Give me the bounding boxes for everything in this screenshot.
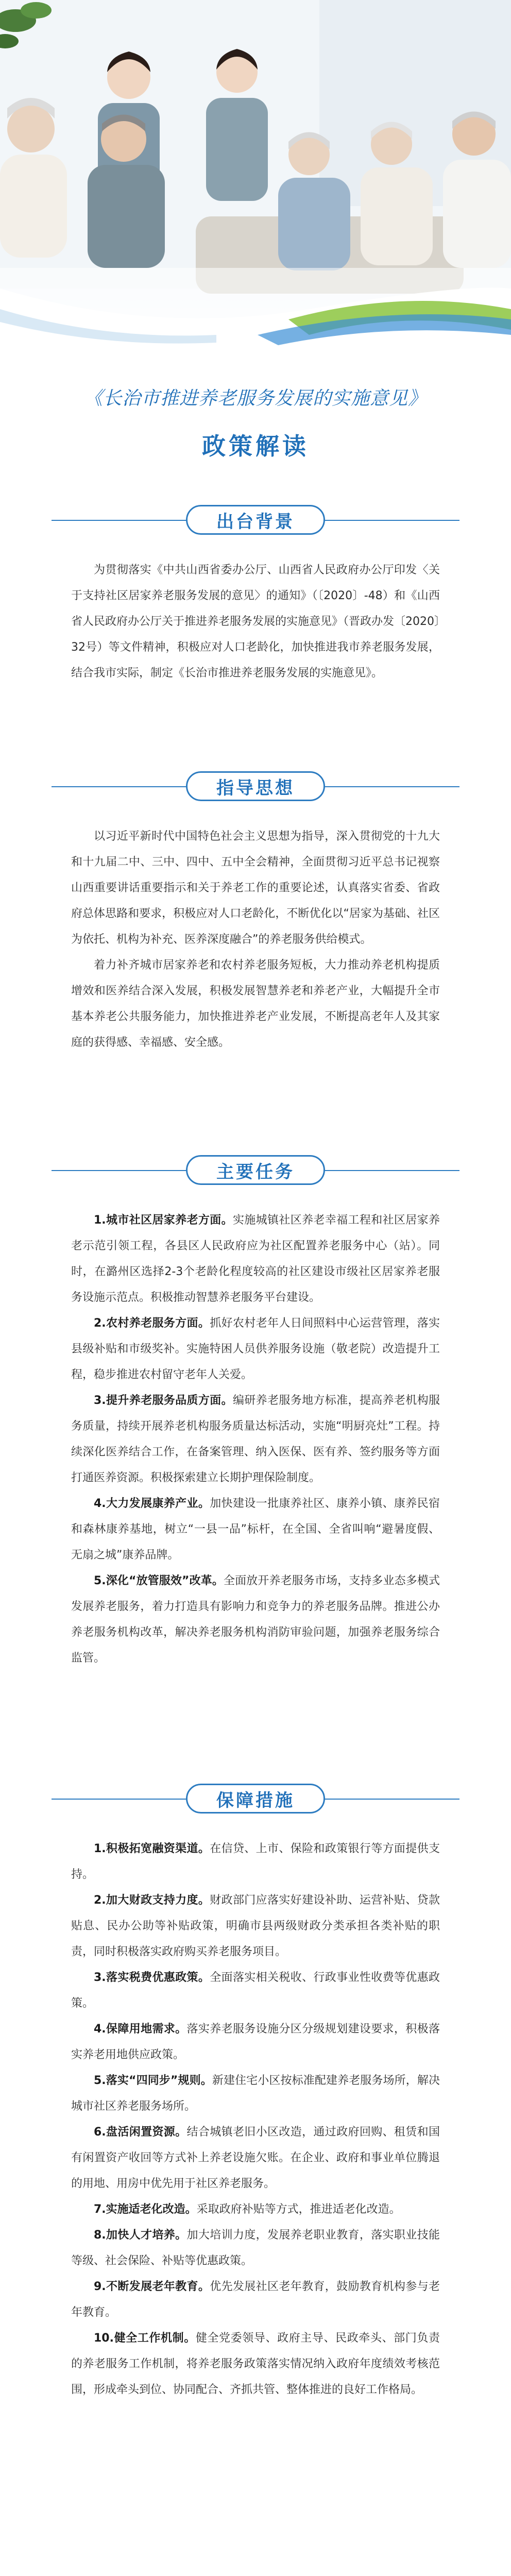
item-text: 财政部门应落实好建设补助、运营补贴、贷款贴息、民办公助等补贴政策，明确市县两级财政分类承担各类补贴的职责，同时积极落实政府购买养老服务项目。 xyxy=(71,1894,440,1958)
list-item xyxy=(71,1491,440,1568)
list-item xyxy=(71,2068,440,2120)
list-item xyxy=(71,1836,440,1888)
section-body xyxy=(71,557,440,686)
page-title: 政策解读 xyxy=(202,432,309,460)
elderly-care-illustration xyxy=(0,0,511,361)
section-background xyxy=(0,504,511,686)
item-text: 在信贷、上市、保险和政策银行等方面提供支持。 xyxy=(71,1842,440,1881)
item-lead: 1.积极拓宽融资渠道。 xyxy=(94,1842,210,1855)
section-header xyxy=(0,770,511,803)
list-item xyxy=(71,2016,440,2068)
list-item xyxy=(71,2120,440,2197)
item-lead: 2.加大财政支持力度。 xyxy=(94,1894,210,1907)
list-item xyxy=(71,1208,440,1311)
item-lead: 4.大力发展康养产业。 xyxy=(94,1497,210,1510)
title-block xyxy=(0,384,511,462)
section-header xyxy=(0,504,511,537)
paragraph: 着力补齐城市居家养老和农村养老服务短板，大力推动养老机构提质增效和医养结合深入发展，积极发展智慧养老和养老产业，大幅提升全市基本养老公共服务能力，加快推进养老产业发展，不断提高老年人及其家庭的获得感、幸福感、安全感。 xyxy=(71,959,440,1049)
item-lead: 4.保障用地需求。 xyxy=(94,2023,187,2036)
item-text: 抓好农村老年人日间照料中心运营管理，落实县级补贴和市级奖补。实施特困人员供养服务设施（敬老院）改造提升工程，稳步推进农村留守老年人关爱。 xyxy=(71,1317,440,1381)
item-text: 实施城镇社区养老幸福工程和社区居家养老示范引领工程，各县区人民政府应为社区配置养老服务中心（站）。同时，在潞州区选择2-3个老龄化程度较高的社区建设市级社区居家养老服务设施示范点。积极推动智慧养老服务平台建设。 xyxy=(71,1214,440,1304)
item-lead: 3.提升养老服务品质方面。 xyxy=(94,1394,233,1407)
item-lead: 8.加快人才培养。 xyxy=(94,2229,187,2242)
item-lead: 10.健全工作机制。 xyxy=(94,2332,196,2345)
item-lead: 5.落实“四同步”规则。 xyxy=(94,2074,212,2087)
item-text: 采取政府补贴等方式，推进适老化改造。 xyxy=(196,2203,401,2216)
item-lead: 5.深化“放管服效”改革。 xyxy=(94,1574,224,1587)
item-text: 加大培训力度，发展养老职业教育，落实职业技能等级、社会保险、补贴等优惠政策。 xyxy=(71,2229,440,2267)
item-text: 全面放开养老服务市场，支持多业态多模式发展养老服务，着力打造具有影响力和竞争力的养老服务品牌。推进公办养老服务机构改革，解决养老服务机构消防审验问题，加强养老服务综合监管。 xyxy=(71,1574,440,1665)
section-heading: 指导思想 xyxy=(186,771,325,801)
section-body xyxy=(71,824,440,1056)
item-text: 优先发展社区老年教育，鼓励教育机构参与老年教育。 xyxy=(71,2280,440,2319)
item-text: 全面落实相关税收、行政事业性收费等优惠政策。 xyxy=(71,1971,440,2010)
list-item xyxy=(71,2197,440,2223)
item-lead: 7.实施适老化改造。 xyxy=(94,2203,197,2216)
list-item xyxy=(71,2223,440,2274)
list-item xyxy=(71,1888,440,1965)
item-text: 结合城镇老旧小区改造，通过政府回购、租赁和国有闲置资产收回等方式补上养老设施欠账。在企业、政府和事业单位腾退的用地、用房中优先用于社区养老服务。 xyxy=(71,2126,440,2190)
list-item xyxy=(71,1311,440,1388)
item-text: 落实养老服务设施分区分级规划建设要求，积极落实养老用地供应政策。 xyxy=(71,2023,440,2061)
list-item xyxy=(71,1568,440,1671)
section-body xyxy=(71,1836,440,2403)
document-title: 《长治市推进养老服务发展的实施意见》 xyxy=(83,388,427,409)
item-lead: 9.不断发展老年教育。 xyxy=(94,2280,210,2293)
section-body xyxy=(71,1208,440,1671)
section-header xyxy=(0,1154,511,1187)
item-text: 健全党委领导、政府主导、民政牵头、部门负责的养老服务工作机制，将养老服务政策落实情况纳入政府年度绩效考核范围，形成牵头到位、协同配合、齐抓共管、整体推进的良好工作格局。 xyxy=(71,2332,440,2396)
item-lead: 2.农村养老服务方面。 xyxy=(94,1317,210,1330)
hero-photo xyxy=(0,0,511,361)
section-tasks xyxy=(0,1154,511,1671)
section-heading: 主要任务 xyxy=(186,1155,325,1185)
item-text: 新建住宅小区按标准配建养老服务场所，解决城市社区养老服务场所。 xyxy=(71,2074,440,2113)
list-item xyxy=(71,2274,440,2326)
section-measures xyxy=(0,1783,511,2403)
section-header xyxy=(0,1783,511,1816)
paragraph: 以习近平新时代中国特色社会主义思想为指导，深入贯彻党的十九大和十九届二中、三中、四中、五中全会精神，全面贯彻习近平总书记视察山西重要讲话重要指示和关于养老工作的重要论述，认真落实省委、省政府总体思路和要求，积极应对人口老龄化，不断优化以“居家为基础、社区为依托、机构为补充、医养深度融合”的养老服务供给模式。 xyxy=(71,830,440,946)
paragraph: 为贯彻落实《中共山西省委办公厅、山西省人民政府办公厅印发〈关于支持社区居家养老服务发展的意见〉的通知》（〔2020〕-48）和《山西省人民政府办公厅关于推进养老服务发展的实施意见》（晋政办发〔2020〕32号）等文件精神，积极应对人口老龄化，加快推进我市养老服务发展，结合我市实际，制定《长治市推进养老服务发展的实施意见》。 xyxy=(71,564,440,680)
item-text: 编研养老服务地方标准，提高养老机构服务质量，持续开展养老机构服务质量达标活动，实施“明厨亮灶”工程。持续深化医养结合工作，在备案管理、纳入医保、医有养、签约服务等方面打通医养资源。积极探索建立长期护理保险制度。 xyxy=(71,1394,440,1484)
item-text: 加快建设一批康养社区、康养小镇、康养民宿和森林康养基地，树立“一县一品”标杆，在全国、全省叫响“避暑度假、无扇之城”康养品牌。 xyxy=(71,1497,440,1562)
list-item xyxy=(71,1388,440,1491)
item-lead: 3.落实税费优惠政策。 xyxy=(94,1971,210,1984)
section-guiding xyxy=(0,770,511,1056)
item-lead: 1.城市社区居家养老方面。 xyxy=(94,1214,233,1227)
item-lead: 6.盘活闲置资源。 xyxy=(94,2126,187,2139)
section-heading: 出台背景 xyxy=(186,505,325,535)
list-item xyxy=(71,1965,440,2016)
section-heading: 保障措施 xyxy=(186,1784,325,1814)
list-item xyxy=(71,2326,440,2403)
